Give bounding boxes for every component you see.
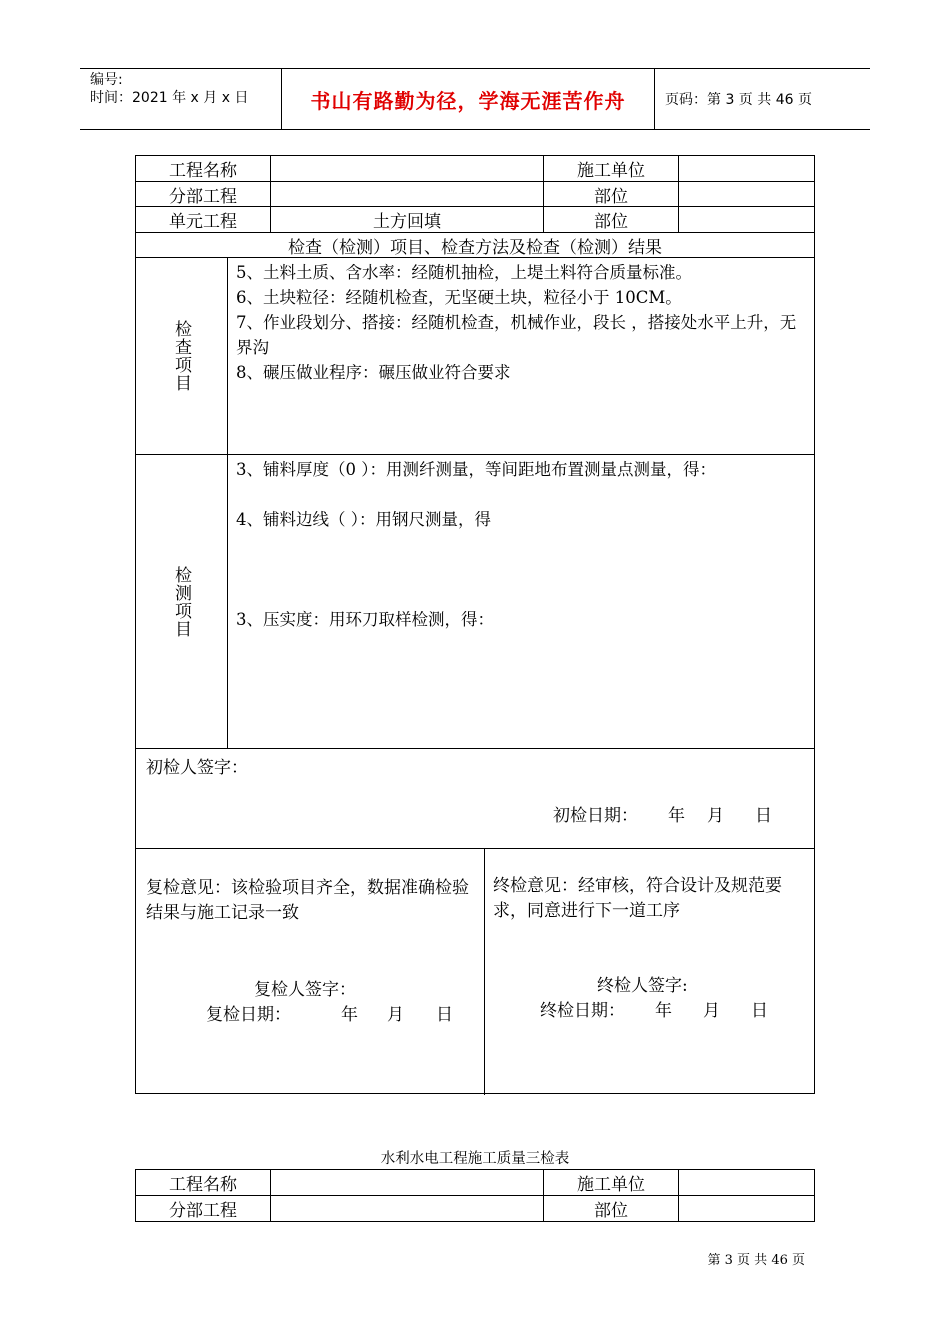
form-row-division	[136, 182, 814, 207]
recheck-cell	[136, 849, 485, 1095]
next-project-name-label: 工程名称	[136, 1170, 271, 1195]
location-value	[679, 182, 814, 206]
initial-day: 日	[755, 806, 772, 826]
initial-check-section	[136, 749, 814, 849]
next-construction-unit-value	[679, 1170, 814, 1195]
recheck-year: 年	[341, 1005, 358, 1025]
final-date-label: 终检日期：	[540, 1001, 625, 1021]
form-row-unit	[136, 207, 814, 233]
page-indicator: 页码：第 3 页 共 46 页	[665, 92, 812, 108]
final-month: 月	[703, 1001, 720, 1021]
serial-label: 编号:	[90, 72, 123, 88]
division-label: 分部工程	[136, 182, 271, 206]
unit-project-value: 土方回填	[271, 207, 544, 232]
recheck-opinion: 复检意见：该检验项目齐全，数据准确检验结果与施工记录一致	[146, 878, 469, 923]
unit-location-value	[679, 207, 814, 232]
inspection-body	[228, 258, 814, 454]
division-value	[271, 182, 544, 206]
recheck-month: 月	[387, 1005, 404, 1025]
inspection-section	[136, 258, 814, 455]
next-table-title: 水利水电工程施工质量三检表	[380, 1151, 570, 1167]
initial-month: 月	[707, 806, 724, 826]
initial-year: 年	[668, 806, 685, 826]
next-location-label: 部位	[544, 1196, 679, 1221]
page-footer: 第 3 页 共 46 页	[707, 1253, 805, 1268]
construction-unit-label: 施工单位	[544, 156, 679, 181]
testing-label-cell	[136, 455, 228, 748]
section-title: 检查（检测）项目、检查方法及检查（检测）结果	[288, 237, 662, 258]
page-header	[80, 68, 870, 130]
next-location-value	[679, 1196, 814, 1221]
recheck-signer-label: 复检人签字：	[254, 980, 356, 1000]
initial-signer-label: 初检人签字：	[146, 758, 248, 778]
project-name-label: 工程名称	[136, 156, 271, 181]
next-form-row-project	[136, 1170, 814, 1196]
inspection-line: 7、作业段划分、搭接：经随机检查，机械作业，段长 ，搭接处水平上升，无界沟	[236, 313, 797, 357]
next-project-name-value	[271, 1170, 544, 1195]
header-meta	[80, 69, 282, 129]
testing-body	[228, 455, 814, 748]
testing-item: 4、铺料边线（ ）：用钢尺测量，得	[236, 510, 491, 529]
final-check-cell	[485, 849, 814, 1095]
project-name-value	[271, 156, 544, 181]
final-year: 年	[655, 1001, 672, 1021]
construction-unit-value	[679, 156, 814, 181]
final-opinion: 终检意见：经审核，符合设计及规范要求，同意进行下一道工序	[493, 876, 782, 921]
recheck-day: 日	[436, 1005, 453, 1025]
initial-date-label: 初检日期：	[553, 806, 638, 826]
next-division-label: 分部工程	[136, 1196, 271, 1221]
next-inspection-form	[135, 1169, 815, 1222]
testing-label: 检测项目	[171, 565, 191, 638]
testing-item: 3、铺料厚度（0 ）：用测纤测量，等间距地布置测量点测量，得：	[236, 460, 716, 479]
inspection-form	[135, 155, 815, 1094]
inspection-line: 6、土块粒径：经随机检查，无坚硬土块，粒径小于 10CM。	[236, 288, 682, 307]
time-label: 时间：2021 年 x 月 x 日	[90, 90, 249, 106]
inspection-label-cell	[136, 258, 228, 454]
next-construction-unit-label: 施工单位	[544, 1170, 679, 1195]
testing-item: 3、压实度：用环刀取样检测，得：	[236, 610, 494, 629]
next-form-row-division	[136, 1196, 814, 1221]
final-signer-label: 终检人签字:	[597, 976, 688, 996]
motto: 书山有路勤为径，学海无涯苦作舟	[282, 69, 655, 129]
recheck-date-label: 复检日期：	[206, 1005, 291, 1025]
inspection-line: 8、碾压做业程序：碾压做业符合要求	[236, 363, 511, 382]
inspection-line: 5、土料土质、含水率：经随机抽检，上堤土料符合质量标准。	[236, 263, 692, 282]
final-day: 日	[751, 1001, 768, 1021]
unit-location-label: 部位	[544, 207, 679, 232]
review-section	[136, 849, 814, 1095]
location-label: 部位	[544, 182, 679, 206]
section-title-row	[136, 233, 814, 258]
testing-section	[136, 455, 814, 749]
inspection-label: 检查项目	[171, 320, 191, 392]
unit-project-label: 单元工程	[136, 207, 271, 232]
form-row-project	[136, 156, 814, 182]
next-division-value	[271, 1196, 544, 1221]
